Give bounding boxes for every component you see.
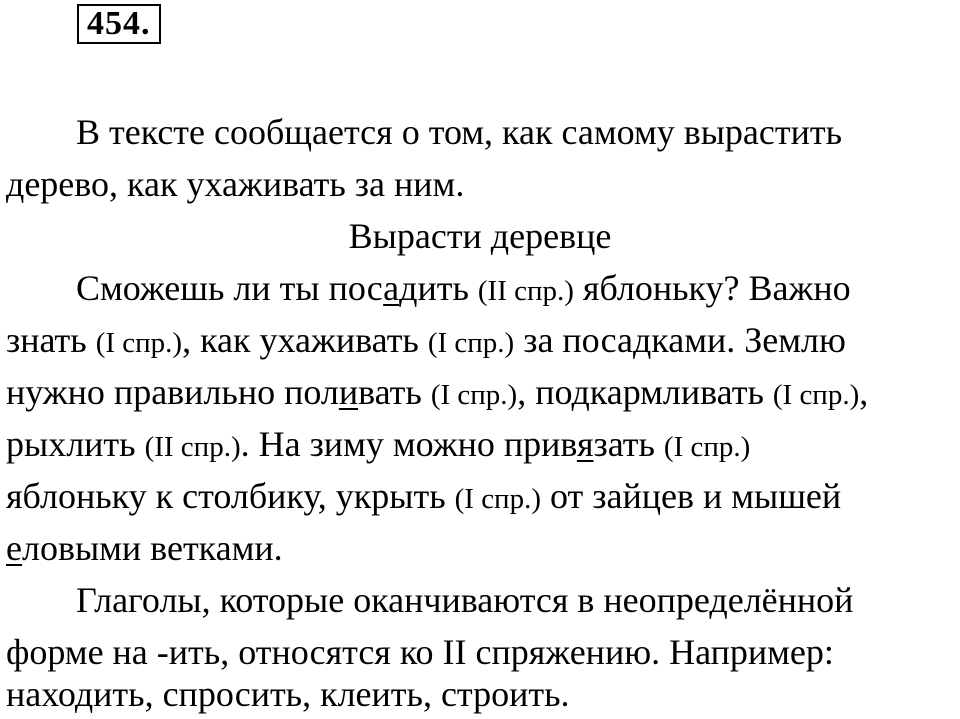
conclusion-line-3: находить, спросить, клеить, строить.: [6, 674, 570, 714]
conjugation-note: (II спр.): [477, 275, 574, 307]
intro-line-1: В тексте сообщается о том, как самому вырастить: [76, 112, 843, 152]
body-line-1: Сможешь ли ты посадить (II спр.) яблоньку? Важно: [76, 268, 851, 308]
conjugation-note: (I спр.): [772, 379, 860, 411]
conjugation-note: (I спр.): [663, 431, 751, 463]
text-title: Вырасти деревце: [348, 216, 612, 256]
conjugation-note: (I спр.): [430, 379, 518, 411]
body-line-2: знать (I спр.), как ухаживать (I спр.) за посадками. Землю: [6, 320, 846, 360]
exercise-number: 454.: [77, 4, 161, 44]
conclusion-line-1: Глаголы, которые оканчиваются в неопределённой: [76, 580, 854, 620]
underlined-vowel: я: [576, 424, 594, 464]
conjugation-note: (I спр.): [95, 327, 183, 359]
conjugation-note: (II спр.): [144, 431, 241, 463]
body-line-5: яблоньку к столбику, укрыть (I спр.) от зайцев и мышей: [6, 476, 842, 516]
conjugation-note: (I спр.): [454, 483, 541, 515]
body-line-6: еловыми ветками.: [6, 528, 283, 568]
conclusion-line-2: форме на -ить, относятся ко II спряжению. Например:: [6, 632, 834, 672]
body-line-3: нужно правильно поливать (I спр.), подкармливать (I спр.),: [6, 372, 869, 412]
underlined-vowel: и: [338, 372, 359, 412]
body-line-4: рыхлить (II спр.). На зиму можно привязать (I спр.): [6, 424, 751, 464]
underlined-vowel: е: [6, 528, 22, 568]
conjugation-note: (I спр.): [427, 327, 515, 359]
intro-line-2: дерево, как ухаживать за ним.: [6, 164, 465, 204]
underlined-vowel: а: [383, 268, 400, 308]
